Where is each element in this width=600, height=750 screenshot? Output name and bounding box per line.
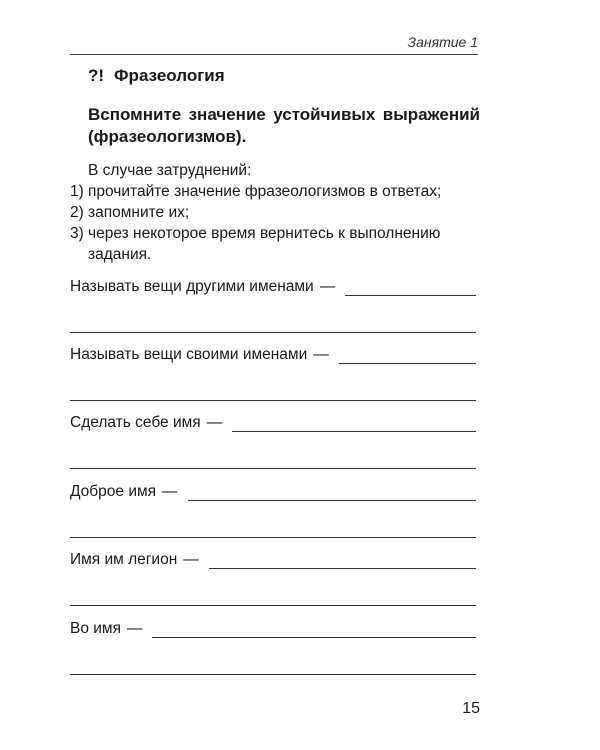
hint-text: прочитайте значение фразеологизмов в ответах; xyxy=(88,183,442,200)
answer-line[interactable] xyxy=(70,660,476,675)
exercise-dash: — xyxy=(183,551,199,568)
exercise-phrase: Сделать себе имя xyxy=(70,414,201,431)
hints-block xyxy=(70,160,480,265)
answer-line[interactable] xyxy=(70,454,476,469)
exercise-item xyxy=(70,412,476,469)
answer-line[interactable] xyxy=(209,554,476,569)
hint-number: 3) xyxy=(70,225,84,242)
page-number: 15 xyxy=(462,700,480,717)
exercise-item xyxy=(70,344,476,401)
exercise-dash: — xyxy=(126,620,143,637)
hint-item xyxy=(70,202,480,223)
hints-intro: В случае затруднений: xyxy=(88,162,252,179)
task-instruction: Вспомните значение устойчивых выражений (фразеологизмов). xyxy=(88,105,480,146)
hint-number: 1) xyxy=(70,183,84,200)
exercise-item xyxy=(70,618,476,675)
hint-item xyxy=(70,223,480,265)
section-mark: ?! xyxy=(88,66,105,85)
exercise-dash: — xyxy=(313,346,329,363)
exercise-phrase: Доброе имя xyxy=(70,483,157,500)
exercise-phrase: Называть вещи другими именами xyxy=(70,278,314,295)
answer-line[interactable] xyxy=(188,486,476,501)
answer-line[interactable] xyxy=(70,591,476,606)
exercise-phrase: Во имя xyxy=(70,620,121,637)
exercise-item xyxy=(70,481,476,538)
exercise-item xyxy=(70,276,476,333)
answer-line[interactable] xyxy=(345,281,476,296)
answer-line[interactable] xyxy=(232,417,476,432)
section-title-text: Фразеология xyxy=(114,66,225,85)
lesson-label: Занятие 1 xyxy=(407,34,478,50)
hint-text: запомните их; xyxy=(88,204,190,221)
section-title xyxy=(88,66,225,86)
exercise-dash: — xyxy=(206,414,223,431)
exercise-item xyxy=(70,549,476,606)
exercise-phrase: Имя им легион xyxy=(70,551,178,568)
answer-line[interactable] xyxy=(152,623,476,638)
exercise-phrase: Называть вещи своими именами xyxy=(70,346,308,363)
answer-line[interactable] xyxy=(70,523,476,538)
exercise-dash: — xyxy=(319,278,336,295)
exercise-dash: — xyxy=(162,483,178,500)
answer-line[interactable] xyxy=(70,318,476,333)
answer-line[interactable] xyxy=(339,349,476,364)
hint-number: 2) xyxy=(70,204,84,221)
hint-text: через некоторое время вернитесь к выполнению задания. xyxy=(88,225,441,263)
hint-item xyxy=(70,181,480,202)
answer-line[interactable] xyxy=(70,386,476,401)
page-header xyxy=(70,30,478,55)
